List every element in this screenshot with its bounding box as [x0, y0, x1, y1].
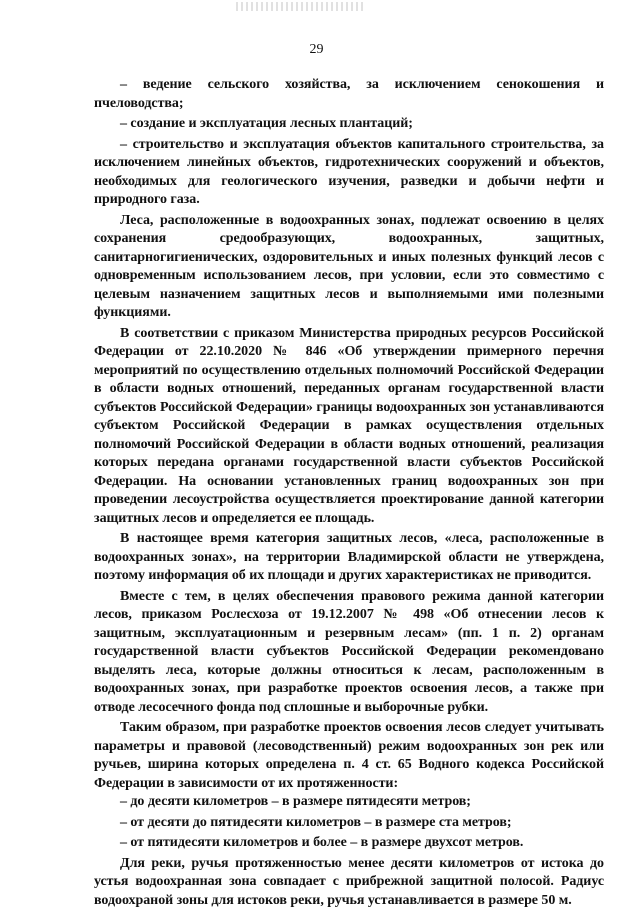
paragraph-rosleskhoz-order: Вместе с тем, в целях обеспечения правового режима данной категории лесов, приказом Рослесхоза от 19.12.2007 № 498 «Об отнесении лесов к защитным, эксплуатационным и резервным лесам» (пп. 1 п. 2) органам государственной власти субъектов Российской Федерации рекомендовано выделять леса, которые должны относиться к лесам, расположенным в водоохранных зонах, при разработке проектов освоения лесов, а также при отводе лесосечного фонда под сплошные и выборочные рубки. — [94, 588, 604, 718]
list-item-construction: – строительство и эксплуатация объектов капитального строительства, за исключением линейных объектов, гидротехнических сооружений и объектов, необходимых для геологического изучения, разведки и добычи нефти и природного газа. — [94, 136, 604, 210]
paragraph-current-status: В настоящее время категория защитных лесов, «леса, расположенные в водоохранных зонах», на территории Владимирской области не утверждена, поэтому информация об их площади и других характеристиках не приводится. — [94, 530, 604, 586]
paragraph-ministry-order: В соответствии с приказом Министерства природных ресурсов Российской Федерации от 22.10.2020 № 846 «Об утверждении примерного перечня мероприятий по осуществлению отдельных полномочий Российской Федерации в области водных отношений, переданных органам государственной власти субъектов Российской Федерации» границы водоохранных зон устанавливаются субъектом Российской Федерации в рамках осуществления отдельных полномочий Российской Федерации в области водных отношений, реализация которых передана органами государственной власти субъектов Российской Федерации. На основании установленных границ водоохранных зон при проведении лесоустройства осуществляется проектирование данной категории защитных лесов и определяется ее площадь. — [94, 325, 604, 529]
paragraph-zone-width: Таким образом, при разработке проектов освоения лесов следует учитывать параметры и правовой (лесоводственный) режим водоохранных зон рек или ручьев, ширина которых определена п. 4 ст. 65 Водного кодекса Российской Федерации в зависимости от их протяженности: — [94, 719, 604, 793]
list-item-plantations: – создание и эксплуатация лесных плантаций; — [94, 115, 604, 134]
list-item-agriculture: – ведение сельского хозяйства, за исключением сенокошения и пчеловодства; — [94, 76, 604, 113]
paragraph-water-protection-forests: Леса, расположенные в водоохранных зонах, подлежат освоению в целях сохранения средообразующих, водоохранных, защитных, санитарногигиенических, оздоровительных и иных полезных функций лесов с одновременным использованием лесов, при условии, если это совместимо с целевым назначением защитных лесов и выполняемыми ими полезными функциями. — [94, 212, 604, 323]
document-body — [94, 76, 604, 910]
paragraph-short-rivers: Для реки, ручья протяженностью менее десяти километров от истока до устья водоохранная зона совпадает с прибрежной защитной полосой. Радиус водоохраной зоны для истоков реки, ручья устанавливается в размере 50 м. — [94, 855, 604, 910]
list-item-width-200: – от пятидесяти километров и более – в размере двухсот метров. — [94, 834, 604, 853]
list-item-width-100: – от десяти до пятидесяти километров – в размере ста метров; — [94, 814, 604, 833]
list-item-width-50: – до десяти километров – в размере пятидесяти метров; — [94, 793, 604, 812]
page-number: 29 — [0, 42, 633, 58]
scan-artifact — [236, 2, 366, 11]
